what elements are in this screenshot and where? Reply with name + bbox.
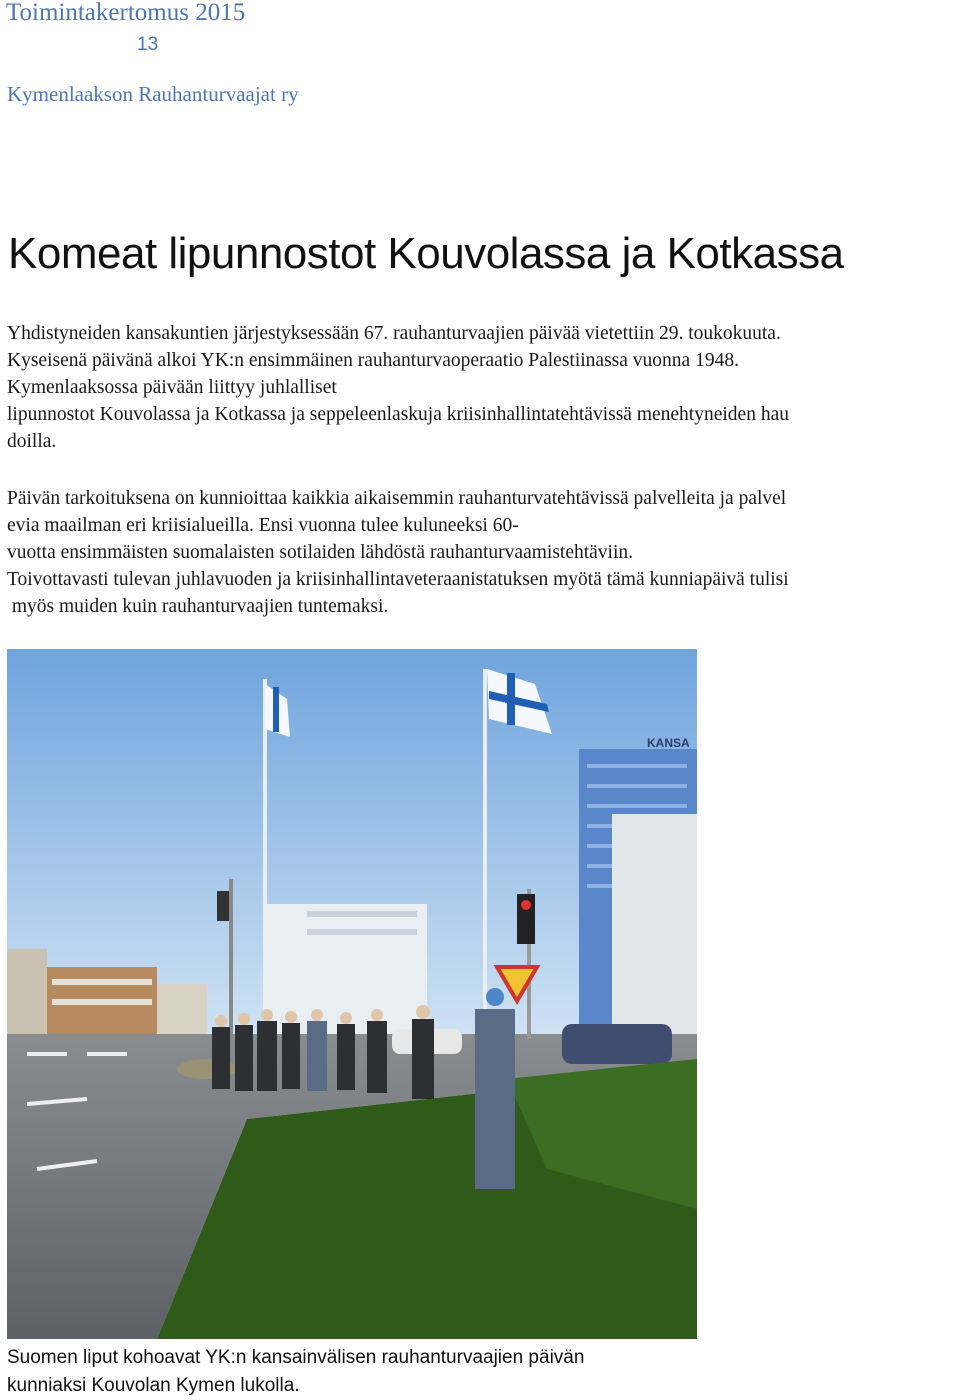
- photo-caption: [7, 1344, 584, 1400]
- article-paragraph-2: [7, 485, 960, 620]
- building-stripe: [307, 911, 417, 917]
- building-sign: KANSA: [647, 736, 690, 750]
- flag-pole-left: [263, 679, 267, 1039]
- car: [562, 1024, 672, 1064]
- page-number: 13: [137, 34, 159, 55]
- flag-pole-right: [483, 669, 487, 1059]
- paragraph-line: Toivottavasti tulevan juhlavuoden ja kriisinhallintaveteraanistatuksen myötä tämä kunniapäivä tulisi: [7, 569, 789, 590]
- paragraph-line: myös muiden kuin rauhanturvaajien tuntemaksi.: [7, 596, 389, 617]
- paragraph-line: Päivän tarkoituksena on kunnioittaa kaikkia aikaisemmin rauhanturvatehtävissä palvelleita ja palvel: [7, 488, 787, 509]
- report-title: Toimintakertomus 2015: [6, 0, 246, 26]
- blue-beret: [486, 988, 504, 1006]
- building-left-3: [157, 984, 207, 1039]
- traffic-pole: [229, 879, 233, 1039]
- building-stripe: [52, 999, 152, 1005]
- photo-illustration: [7, 649, 697, 1339]
- building-white: [612, 814, 697, 1039]
- article-heading: Komeat lipunnostot Kouvolassa ja Kotkassa: [8, 229, 844, 278]
- building-stripe: [307, 929, 417, 935]
- caption-line: Suomen liput kohoavat YK:n kansainvälisen rauhanturvaajien päivän: [7, 1347, 585, 1368]
- red-light: [521, 900, 531, 910]
- traffic-light: [217, 891, 229, 921]
- paragraph-line: lipunnostot Kouvolassa ja Kotkassa ja seppeleenlaskuja kriisinhallintatehtävissä menehtyneiden hau: [7, 404, 789, 425]
- organization-name: Kymenlaakson Rauhanturvaajat ry: [7, 82, 299, 106]
- paragraph-line: evia maailman eri kriisialueilla. Ensi vuonna tulee kuluneeksi 60-: [7, 515, 519, 536]
- paragraph-line: Kymenlaaksossa päivään liittyy juhlalliset: [7, 377, 337, 398]
- paragraph-line: Kyseisenä päivänä alkoi YK:n ensimmäinen rauhanturvaoperaatio Palestiinassa vuonna 1948.: [7, 350, 739, 371]
- paragraph-line: Yhdistyneiden kansakuntien järjestyksessään 67. rauhanturvaajien päivää vietettiin 29. toukokuuta.: [7, 323, 781, 344]
- article-paragraph-1: [7, 320, 960, 455]
- paragraph-line: vuotta ensimmäisten suomalaisten sotilaiden lähdöstä rauhanturvaamistehtäviin.: [7, 542, 634, 563]
- paragraph-line: doilla.: [7, 431, 57, 452]
- building-left: [7, 949, 47, 1039]
- flag-raising-photo: [7, 649, 697, 1339]
- caption-line: kunniaksi Kouvolan Kymen lukolla.: [7, 1375, 300, 1396]
- building-stripe: [52, 979, 152, 985]
